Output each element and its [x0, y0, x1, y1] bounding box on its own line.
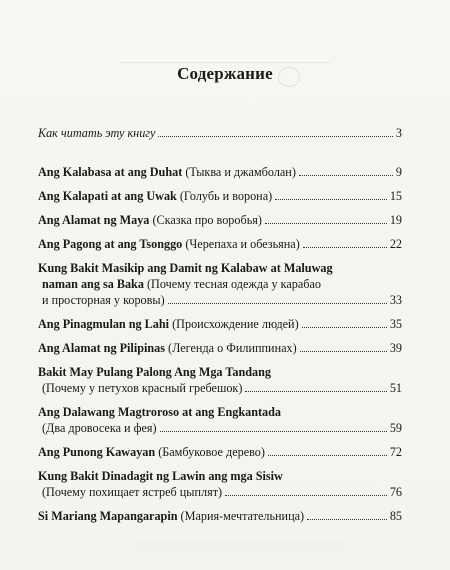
- toc-entry: [38, 508, 402, 524]
- page-number: 76: [389, 485, 402, 499]
- entry-title: Ang Dalawang Magtroroso at ang Engkantada: [38, 405, 281, 419]
- dot-leader: [303, 247, 387, 248]
- toc-entry: [38, 236, 402, 252]
- toc-entry: [38, 444, 402, 460]
- dot-leader: [160, 431, 387, 432]
- toc-entry: [38, 260, 402, 308]
- dot-leader: [168, 303, 387, 304]
- entry-title: Ang Alamat ng Pilipinas: [38, 341, 165, 355]
- entry-title: Ang Punong Kawayan: [38, 445, 156, 459]
- dot-leader: [225, 495, 387, 496]
- entry-translation: (Два дровосека и фея): [42, 421, 157, 435]
- entry-title-cont: naman ang sa Baka: [42, 277, 144, 291]
- page-number: 19: [389, 213, 402, 227]
- entry-translation: (Сказка про воробья): [149, 213, 262, 227]
- page-number: 33: [389, 293, 402, 307]
- dot-leader: [307, 519, 387, 520]
- entry-translation: (Бамбуковое дерево): [155, 445, 265, 459]
- toc-entry: [38, 468, 402, 500]
- table-of-contents: [38, 125, 402, 524]
- bleed-through-header: [120, 0, 330, 63]
- dot-leader: [275, 199, 387, 200]
- toc-entry: [38, 316, 402, 332]
- page-number: 3: [395, 126, 402, 140]
- entry-translation: (Происхождение людей): [169, 317, 299, 331]
- toc-entry: [38, 404, 402, 436]
- entry-translation: (Тыква и джамболан): [182, 165, 296, 179]
- page-number: 22: [389, 237, 402, 251]
- page-number: 72: [389, 445, 402, 459]
- entry-title: Ang Alamat ng Maya: [38, 213, 150, 227]
- page-number: 15: [389, 189, 402, 203]
- entry-title: Ang Pinagmulan ng Lahi: [38, 317, 170, 331]
- page-title: Содержание: [177, 64, 273, 83]
- toc-entry: [38, 364, 402, 396]
- entry-title: Kung Bakit Dinadagit ng Lawin ang mga Sisiw: [38, 469, 283, 483]
- bleed-through-footer: [130, 540, 350, 550]
- entry-translation: (Легенда о Филиппинах): [164, 341, 297, 355]
- toc-entry: [38, 340, 402, 356]
- entry-title: Ang Pagong at ang Tsonggo: [38, 237, 183, 251]
- entry-translation: (Почему тесная одежда у карабао: [143, 277, 321, 291]
- page-number: 9: [395, 165, 402, 179]
- dot-leader: [158, 136, 392, 137]
- dot-leader: [265, 223, 387, 224]
- entry-title: Как читать эту книгу: [38, 126, 156, 140]
- entry-translation: (Черепаха и обезьяна): [182, 237, 300, 251]
- entry-title: Si Mariang Mapangarapin: [38, 509, 178, 523]
- toc-entry: [38, 125, 402, 141]
- page-number: 51: [389, 381, 402, 395]
- dot-leader: [268, 455, 387, 456]
- entry-translation: (Мария-мечтательница): [177, 509, 305, 523]
- entry-translation: (Голубь и ворона): [176, 189, 273, 203]
- entry-translation: (Почему похищает ястреб цыплят): [42, 485, 223, 499]
- page-number: 39: [389, 341, 402, 355]
- dot-leader: [302, 327, 387, 328]
- page-number: 35: [389, 317, 402, 331]
- page-number: 85: [389, 509, 402, 523]
- toc-entry: [38, 164, 402, 180]
- toc-entry: [38, 188, 402, 204]
- entry-translation-cont: и просторная у коровы): [42, 293, 165, 307]
- entry-title: Kung Bakit Masikip ang Damit ng Kalabaw at Maluwag: [38, 261, 333, 275]
- dot-leader: [300, 351, 387, 352]
- page-number: 59: [389, 421, 402, 435]
- entry-title: Ang Kalabasa at ang Duhat: [38, 165, 183, 179]
- toc-entry: [38, 212, 402, 228]
- entry-translation: (Почему у петухов красный гребешок): [42, 381, 243, 395]
- dot-leader: [245, 391, 386, 392]
- dot-leader: [299, 175, 393, 176]
- entry-title: Bakit May Pulang Palong Ang Mga Tandang: [38, 365, 271, 379]
- entry-title: Ang Kalapati at ang Uwak: [38, 189, 177, 203]
